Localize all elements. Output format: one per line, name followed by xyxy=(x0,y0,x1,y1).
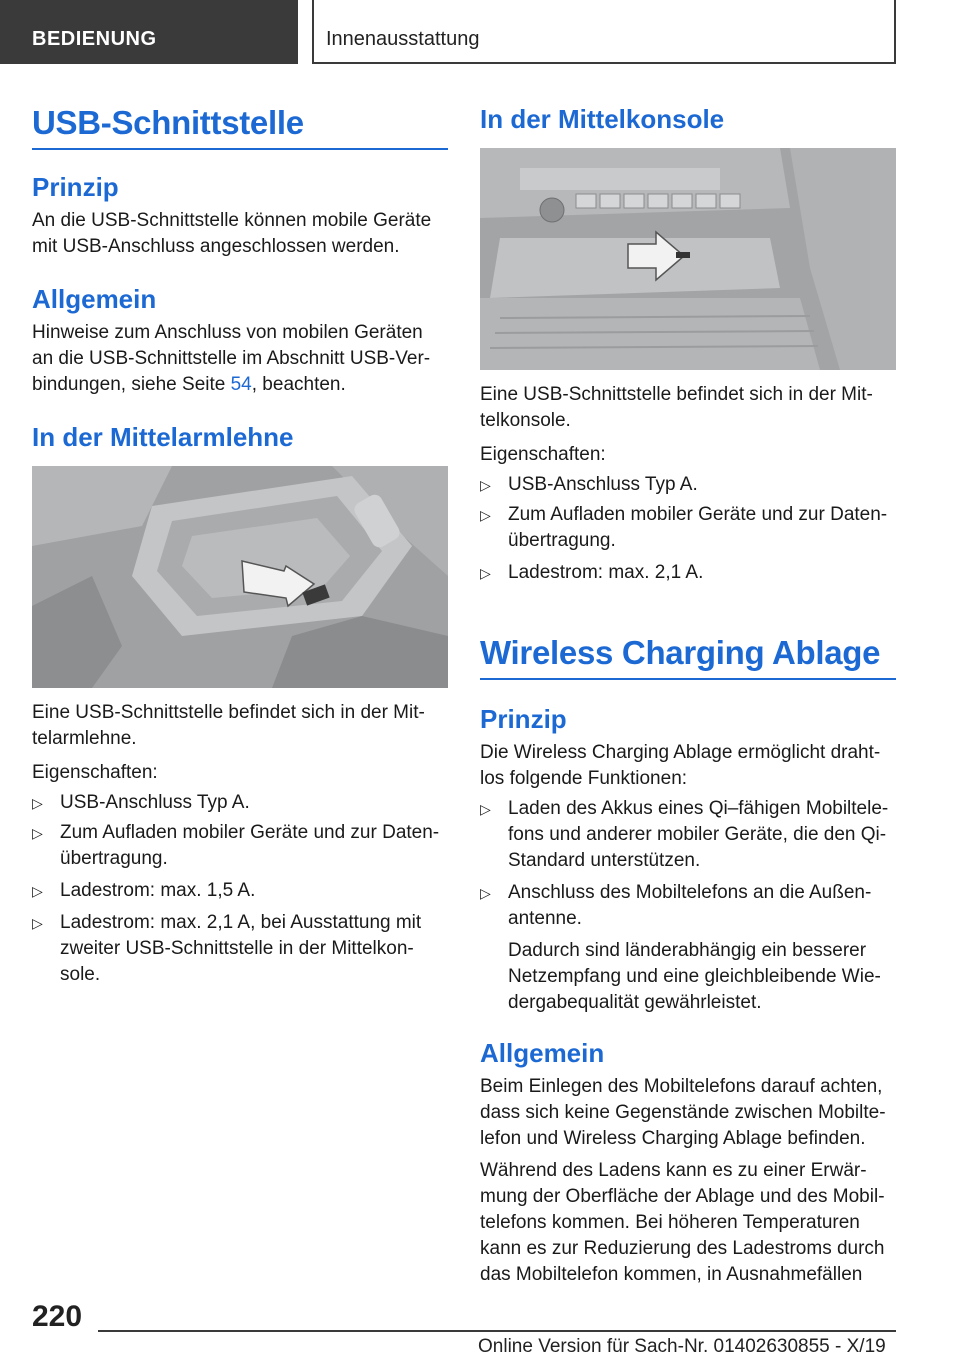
text-line: mit USB-Anschluss angeschlossen werden. xyxy=(32,236,400,257)
footer-rule xyxy=(98,1330,896,1332)
text-line: los folgende Funktionen: xyxy=(480,768,688,789)
text-line: Zum Aufladen mobiler Geräte und zur Daten- xyxy=(508,504,888,525)
text-line: Hinweise zum Anschluss von mobilen Geräten xyxy=(32,322,423,343)
text-line: an die USB-Schnittstelle im Abschnitt USB-Ver- xyxy=(32,348,431,369)
paragraph-wireless-sub xyxy=(508,938,881,1016)
text-line: Ladestrom: max. 2,1 A, bei Ausstattung mit xyxy=(60,912,422,933)
bullet-triangle-icon: ▷ xyxy=(32,825,43,841)
paragraph-armlehne-desc xyxy=(32,700,425,752)
heading-mittelkonsole: In der Mittelkonsole xyxy=(480,104,725,134)
paragraph-prinzip-wireless xyxy=(480,740,880,792)
bullet-triangle-icon: ▷ xyxy=(480,565,491,581)
section-title-rule xyxy=(32,148,448,150)
text-line: sole. xyxy=(60,964,101,985)
text-line: Anschluss des Mobiltelefons an die Außen- xyxy=(508,882,872,903)
heading-prinzip-wireless: Prinzip xyxy=(480,704,567,734)
paragraph-prinzip-usb xyxy=(32,208,431,260)
header-section-label: BEDIENUNG xyxy=(32,28,157,50)
text-line: dass sich keine Gegenstände zwischen Mobilte- xyxy=(480,1102,886,1123)
text-line: Zum Aufladen mobiler Geräte und zur Daten- xyxy=(60,822,440,843)
armrest-usb-image xyxy=(32,466,448,688)
text-line: dergabequalität gewährleistet. xyxy=(508,992,762,1013)
text-line: Während des Ladens kann es zu einer Erwär- xyxy=(480,1160,867,1181)
text-line: Ladestrom: max. 2,1 A. xyxy=(508,562,704,583)
text-line: Standard unterstützen. xyxy=(508,850,701,871)
heading-allgemein-wireless: Allgemein xyxy=(480,1038,605,1068)
text-line: Die Wireless Charging Ablage ermöglicht draht- xyxy=(480,742,881,763)
text-line: lefon und Wireless Charging Ablage befinden. xyxy=(480,1128,866,1149)
text-line: mung der Oberfläche der Ablage und des Mobil- xyxy=(480,1186,885,1207)
text-line: An die USB-Schnittstelle können mobile Geräte xyxy=(32,210,432,231)
bullet-triangle-icon: ▷ xyxy=(480,885,491,901)
text-line: Netzempfang und eine gleichbleibende Wie- xyxy=(508,966,881,987)
text-line: telkonsole. xyxy=(480,410,571,431)
heading-prinzip-usb: Prinzip xyxy=(32,172,119,202)
footer-version-text: Online Version für Sach-Nr. 01402630855 - X/19 xyxy=(478,1336,886,1357)
page-link-54[interactable]: 54 xyxy=(230,374,252,395)
text-span: , beachten. xyxy=(251,374,346,395)
text-line: telefons kommen. Bei höheren Temperaturen xyxy=(480,1212,860,1233)
bullet-triangle-icon: ▷ xyxy=(480,507,491,523)
paragraph-konsole-desc xyxy=(480,382,873,434)
heading-mittelarmlehne: In der Mittelarmlehne xyxy=(32,422,294,452)
text-line: Laden des Akkus eines Qi–fähigen Mobiltele- xyxy=(508,798,889,819)
text-line: Ladestrom: max. 1,5 A. xyxy=(60,880,256,901)
text-line: übertragung. xyxy=(60,848,168,869)
paragraph-wireless-allgemein-2 xyxy=(480,1158,885,1288)
text-line: USB-Anschluss Typ A. xyxy=(60,792,250,813)
text-line: USB-Anschluss Typ A. xyxy=(508,474,698,495)
bullet-triangle-icon: ▷ xyxy=(32,883,43,899)
bullet-triangle-icon: ▷ xyxy=(480,801,491,817)
section-title-rule xyxy=(480,678,896,680)
text-line: Eine USB-Schnittstelle befindet sich in der Mit- xyxy=(32,702,425,723)
text-line: zweiter USB-Schnittstelle in der Mittelkon- xyxy=(60,938,414,959)
text-line: Eine USB-Schnittstelle befindet sich in der Mit- xyxy=(480,384,873,405)
header-section-tab xyxy=(0,0,298,64)
section-title-usb: USB-Schnittstelle xyxy=(32,104,304,141)
header-chapter-box xyxy=(312,0,896,64)
header-chapter-label: Innenausstattung xyxy=(326,28,480,50)
text-span: bindungen, siehe Seite xyxy=(32,374,231,395)
page-number: 220 xyxy=(32,1300,83,1333)
text-line: telarmlehne. xyxy=(32,728,137,749)
text-line: Dadurch sind länderabhängig ein besserer xyxy=(508,940,867,961)
heading-allgemein-usb: Allgemein xyxy=(32,284,157,314)
bullet-triangle-icon: ▷ xyxy=(32,795,43,811)
text-line: fons und anderer mobiler Geräte, die den Qi- xyxy=(508,824,887,845)
text-line: das Mobiltelefon kommen, in Ausnahmefällen xyxy=(480,1264,863,1285)
label-eigenschaften-konsole: Eigenschaften: xyxy=(480,444,606,465)
text-line: Beim Einlegen des Mobiltelefons darauf achten, xyxy=(480,1076,883,1097)
paragraph-wireless-allgemein-1 xyxy=(480,1074,886,1152)
bullet-triangle-icon: ▷ xyxy=(480,477,491,493)
console-usb-image xyxy=(480,148,896,370)
text-line: kann es zur Reduzierung des Ladestroms durch xyxy=(480,1238,885,1259)
label-eigenschaften-armlehne: Eigenschaften: xyxy=(32,762,158,783)
text-line xyxy=(32,372,430,398)
text-line: antenne. xyxy=(508,908,582,929)
paragraph-allgemein-usb xyxy=(32,320,430,398)
bullet-triangle-icon: ▷ xyxy=(32,915,43,931)
text-line: übertragung. xyxy=(508,530,616,551)
section-title-wireless: Wireless Charging Ablage xyxy=(480,634,881,671)
